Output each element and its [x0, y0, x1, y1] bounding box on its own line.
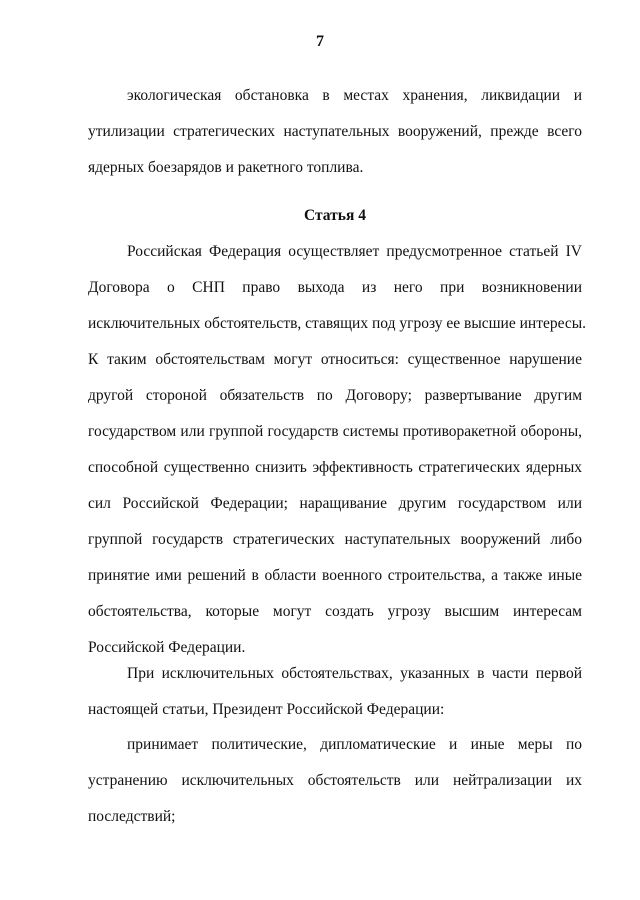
paragraph-measures: [88, 727, 582, 835]
text-line: другой стороной обязательств по Договору; развертывание другим: [88, 387, 582, 404]
text-line: Договора о СНП право выхода из него при возникновении: [88, 279, 582, 296]
text-line: ядерных боезарядов и ракетного топлива.: [88, 159, 364, 176]
paragraph-article-4: [88, 234, 587, 666]
text-line: Российской Федерации.: [88, 639, 246, 656]
text-line: устранению исключительных обстоятельств или нейтрализации их: [88, 772, 582, 789]
text-line: исключительных обстоятельств, ставящих под угрозу ее высшие интересы.: [88, 315, 587, 332]
text-line: К таким обстоятельствам могут относиться: существенное нарушение: [88, 351, 582, 368]
text-line: утилизации стратегических наступательных вооружений, прежде всего: [88, 123, 582, 140]
text-line: обстоятельства, которые могут создать угрозу высшим интересам: [88, 603, 582, 620]
article-heading: Статья 4: [304, 207, 366, 224]
text-line: государством или группой государств системы противоракетной обороны,: [88, 423, 582, 440]
text-line: принятие ими решений в области военного строительства, а также иные: [88, 567, 582, 584]
text-line: сил Российской Федерации; наращивание другим государством или: [88, 495, 582, 512]
text-line: При исключительных обстоятельствах, указанных в части первой: [127, 665, 582, 682]
text-line: способной существенно снизить эффективность стратегических ядерных: [88, 459, 582, 476]
text-line: последствий;: [88, 808, 176, 825]
text-line: экологическая обстановка в местах хранения, ликвидации и: [127, 87, 582, 104]
text-line: принимает политические, дипломатические и иные меры по: [127, 736, 582, 753]
text-line: Российская Федерация осуществляет предусмотренное статьей IV: [127, 243, 582, 260]
paragraph-continuation: [88, 78, 582, 186]
paragraph-exceptional-circumstances: [88, 656, 582, 728]
page-number: 7: [316, 33, 324, 50]
text-line: группой государств стратегических наступательных вооружений либо: [88, 531, 582, 548]
article-heading-block: [88, 198, 582, 234]
text-line: настоящей статьи, Президент Российской Федерации:: [88, 701, 445, 718]
